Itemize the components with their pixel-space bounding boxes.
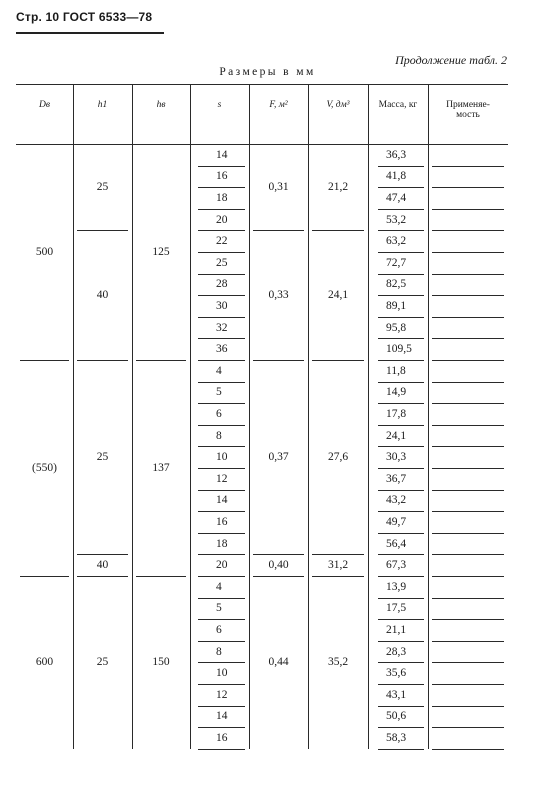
- cell-s: 16: [216, 170, 228, 183]
- group-d: 600: [35, 656, 54, 669]
- group-v: 24,1: [327, 289, 349, 302]
- cell-mass: 50,6: [386, 710, 407, 723]
- row-rule-applicability: [432, 533, 504, 534]
- cell-mass: 35,6: [386, 667, 407, 680]
- group-h1: 25: [96, 181, 109, 194]
- row-rule-applicability: [432, 295, 504, 296]
- cell-mass: 63,2: [386, 235, 407, 248]
- cell-s: 12: [216, 472, 228, 485]
- row-rule-applicability: [432, 166, 504, 167]
- cell-mass: 17,5: [386, 602, 407, 615]
- cell-s: 20: [216, 559, 228, 572]
- group-h2: 137: [152, 462, 170, 474]
- header-v: V, дм³: [326, 100, 350, 110]
- cell-mass: 41,8: [386, 170, 407, 183]
- cell-s: 8: [216, 645, 222, 658]
- cell-s: 14: [216, 494, 228, 507]
- cell-s: 4: [216, 580, 222, 593]
- row-rule-applicability: [432, 382, 504, 383]
- cell-mass: 24,1: [386, 429, 407, 442]
- cell-mass: 47,4: [386, 191, 407, 204]
- column-rule: [428, 84, 429, 749]
- cell-mass: 56,4: [386, 537, 407, 550]
- row-rule-applicability: [432, 317, 504, 318]
- row-rule-applicability: [432, 187, 504, 188]
- cell-mass: 109,5: [386, 343, 412, 356]
- cell-s: 36: [216, 343, 228, 356]
- cell-mass: 13,9: [386, 580, 407, 593]
- row-rule-applicability: [432, 706, 504, 707]
- row-rule-applicability: [432, 403, 504, 404]
- row-rule-applicability: [432, 727, 504, 728]
- header-mass: Масса, кг: [378, 100, 418, 110]
- header-d: Dв: [39, 100, 50, 110]
- row-rule-applicability: [432, 641, 504, 642]
- row-rule-applicability: [432, 576, 504, 577]
- header-h1: h1: [97, 100, 108, 110]
- cell-s: 18: [216, 191, 228, 204]
- continuation-note: Продолжение табл. 2: [395, 53, 507, 67]
- cell-mass: 67,3: [386, 559, 407, 572]
- table-caption: Размеры в мм: [219, 66, 316, 78]
- cell-mass: 21,1: [386, 623, 407, 636]
- group-h1: 25: [96, 451, 109, 464]
- cell-s: 16: [216, 515, 228, 528]
- cell-mass: 17,8: [386, 407, 407, 420]
- group-h2: 150: [152, 656, 170, 669]
- cell-s: 12: [216, 688, 228, 701]
- row-rule-applicability: [432, 446, 504, 447]
- row-rule-applicability: [432, 662, 504, 663]
- row-rule-applicability: [432, 360, 504, 361]
- group-h1: 25: [96, 656, 109, 669]
- group-h1: 40: [96, 559, 109, 572]
- cell-mass: 11,8: [386, 364, 406, 377]
- cell-s: 14: [216, 710, 228, 723]
- row-rule-applicability: [432, 209, 504, 210]
- page-header-text: Стр. 10 ГОСТ 6533—78: [16, 10, 153, 24]
- row-rule-s: [198, 144, 245, 145]
- cell-mass: 58,3: [386, 731, 407, 744]
- row-rule-applicability: [432, 338, 504, 339]
- cell-s: 28: [216, 278, 228, 291]
- dimensions-table: [16, 84, 508, 784]
- header-rule: [16, 32, 164, 34]
- row-rule-applicability: [432, 511, 504, 512]
- cell-s: 5: [216, 602, 222, 615]
- cell-s: 30: [216, 299, 228, 312]
- cell-mass: 36,3: [386, 148, 407, 161]
- group-f: 0,37: [268, 451, 289, 464]
- cell-mass: 82,5: [386, 278, 407, 291]
- cell-s: 8: [216, 429, 222, 442]
- row-rule-applicability: [432, 468, 504, 469]
- cell-mass: 43,1: [386, 688, 407, 701]
- row-rule-applicability: [432, 230, 504, 231]
- cell-s: 4: [216, 364, 222, 377]
- cell-mass: 28,3: [386, 645, 407, 658]
- cell-s: 16: [216, 731, 228, 744]
- cell-s: 20: [216, 213, 228, 226]
- row-rule-applicability: [432, 554, 504, 555]
- cell-mass: 89,1: [386, 299, 407, 312]
- header-f: F, м²: [269, 100, 288, 110]
- cell-s: 14: [216, 148, 228, 161]
- cell-s: 18: [216, 537, 228, 550]
- cell-s: 22: [216, 235, 228, 248]
- cell-s: 10: [216, 667, 228, 680]
- row-rule-applicability: [432, 598, 504, 599]
- row-rule-applicability: [432, 619, 504, 620]
- group-v: 35,2: [327, 656, 349, 669]
- row-rule-s: [198, 749, 245, 750]
- row-rule-applicability: [432, 274, 504, 275]
- group-v: 31,2: [327, 559, 349, 572]
- cell-s: 6: [216, 407, 222, 420]
- row-rule-applicability: [432, 252, 504, 253]
- group-f: 0,31: [268, 181, 289, 194]
- row-rule-applicability: [432, 749, 504, 750]
- cell-mass: 43,2: [386, 494, 407, 507]
- group-v: 21,2: [327, 181, 349, 194]
- row-rule-applicability: [432, 684, 504, 685]
- cell-mass: 30,3: [386, 451, 407, 464]
- cell-mass: 14,9: [386, 386, 407, 399]
- cell-mass: 95,8: [386, 321, 407, 334]
- group-d: 500: [35, 246, 54, 258]
- group-h2: 125: [152, 246, 170, 258]
- group-v: 27,6: [327, 451, 349, 464]
- cell-s: 32: [216, 321, 228, 334]
- group-f: 0,33: [268, 289, 289, 302]
- row-rule-mass: [378, 144, 424, 145]
- header-h2: hв: [156, 100, 166, 110]
- cell-mass: 53,2: [386, 213, 407, 226]
- cell-mass: 72,7: [386, 256, 407, 269]
- header-applicability: Применяе- мость: [446, 100, 490, 121]
- cell-mass: 49,7: [386, 515, 407, 528]
- cell-s: 10: [216, 451, 228, 464]
- row-rule-applicability: [432, 144, 504, 145]
- cell-mass: 36,7: [386, 472, 407, 485]
- header-s: s: [217, 100, 222, 110]
- cell-s: 6: [216, 623, 222, 636]
- group-h1: 40: [96, 289, 109, 302]
- row-rule-applicability: [432, 425, 504, 426]
- cell-s: 5: [216, 386, 222, 399]
- row-rule-applicability: [432, 490, 504, 491]
- cell-s: 25: [216, 256, 228, 269]
- group-f: 0,40: [268, 559, 289, 572]
- group-d: (550): [32, 462, 57, 474]
- row-rule-mass: [378, 749, 424, 750]
- group-f: 0,44: [268, 656, 289, 669]
